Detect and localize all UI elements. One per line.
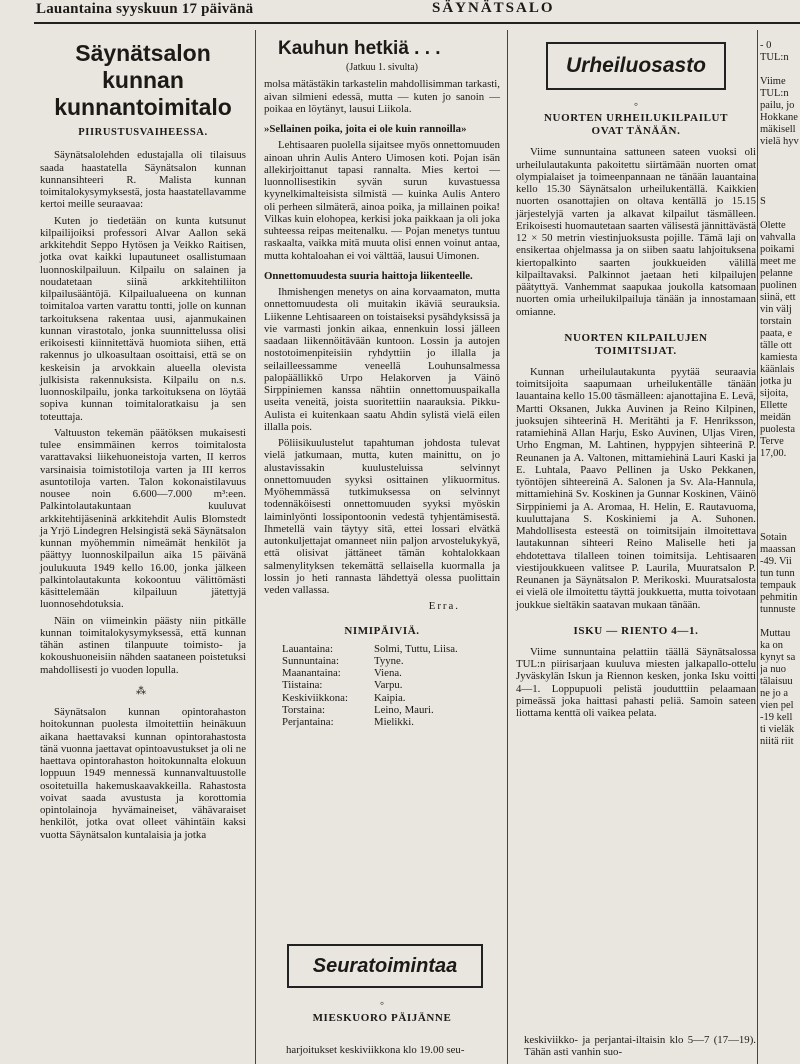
- cropped-line: jotka ju: [760, 376, 792, 387]
- continuation-note: (Jatkuu 1. sivulta): [346, 62, 418, 73]
- cropped-line: Hokkane: [760, 112, 798, 123]
- column-divider: [507, 30, 508, 1064]
- cropped-line: tunnuste: [760, 604, 796, 615]
- cropped-line: niitä riit: [760, 736, 794, 747]
- ornament: ◦: [379, 996, 385, 1010]
- cropped-line: siinä, ett: [760, 292, 796, 303]
- cropped-line: kamiesta: [760, 352, 798, 363]
- cropped-line: TUL:n: [760, 88, 789, 99]
- section-box-seuratoimintaa: Seuratoimintaa: [287, 944, 483, 988]
- bottom-fragment: keskiviikko- ja perjantai-iltaisin klo 5—7 (17—19). Tähän asti vanhin suo-: [524, 1034, 756, 1059]
- article-paragraph: Kunnan urheilulautakunta pyytää seuraavia toimitsijoita saapumaan urheilukentälle tänään lauantaina kello 15.00 täsmälleen: ajanottajina E. Levä, Martti Oksanen, Jukka Auvinen ja Reino Kilpinen, juoksujen sihteerinä H. Meritähti ja F. Henriksson, ratamiehinä Allan Harju, Esko Auvinen, Uljas Viren, Urho Engman, M. Lahtinen, hyppyjen sihteerinä P. Reunanen ja A. Valtonen, mittamiehinä Lauri Kaski ja E. Luhtala, Paavo Pellinen ja Usko Pekkanen, työntöjen sihteereinä A. Salonen ja Sv. Ala-Hannula, mittamiehinä Sv. Koskinen ja Gunnar Koskinen, Väinö Sirppiniemi ja A. Aromaa, H. Helin, E. Rautavuoma, kuuluttajana S. Koskiniemi ja A. Suhonen. Mahdollisesta esteestä on toimitsijain ilmoitettava lautakunnan sihteeri Reino Maliselle heti ja ehdotettava tilalleen toinen toimitsija. Lehtisaaren viestijoukkueen valitsee P. Laurila, Muuratsalon P. Reunanen ja Säynätsalon P. Merikoski. Muuratsalosta ei vielä ole ilmoitettu täyttä joukkuetta, mutta toivotaan joukkue sieltäkin saatavan mukaan tänään.: [516, 365, 756, 611]
- cropped-line: puolinen: [760, 280, 797, 291]
- cropped-line: Muttau: [760, 628, 791, 639]
- cropped-line: 17,00.: [760, 448, 787, 459]
- article-paragraph: Pöliisikuulustelut tapahtuman johdosta tulevat vielä jatkumaan, mutta, kuten mainittu, on jo alustavissakin kuulusteluissa selvinnyt onnettomuuden syyksi osittainen ylikuormitus. Myöhemmässä tutkimuksessa on selvinnyt todennäköisesti onnettomuuden syyksi myöskin laiminlyönti lossipontoonin vedestä tyhjentämisestä. Ihmetellä vain täytyy sitä, ettei lossari elvätkä autonkuljettajat omanneet niin paljon arvostelukykyä, että olisivat jättäneet tämän kohtalokkaan salmenylityksen tekemättä sellaisella kuormalla ja lossin jo heti rannasta lähdettyä olessa puolittain veden vallassa.: [264, 437, 500, 596]
- cropped-line: vielä hyv: [760, 136, 799, 147]
- column-divider: [757, 30, 758, 1064]
- article-paragraph: Viime sunnuntaina pelattiin täällä Säynätsalossa TUL:n piirisarjaan kuuluva miesten jalkapallo-ottelu Jyväskylän Iskun ja Riennon kesken, jonka Isku voitti 4—1. Loppupuoli pelistä joudutttiin pelaamaan pimeässä joka haittasi pahasti peliä. Samoin sateen liottama kenttä oli vaikea pelata.: [516, 645, 756, 719]
- article-paragraph: Valtuuston tekemän päätöksen mukaisesti tulee ensimmäinen kerros toimitalosta varattavaksi liikehuoneistoja varten, II kerros varsinaisia toimistotiloja varten ja III kerros asuntotiloja varten. Talon kokonaistilavuus nousee noin 6.600—7.000 m³:een. Palkintolautakuntaan kuuluvat arkkitehtijäseninä arkkitehdit Aulis Blomstedt ja Yrjö Lindegren Helsingistä sekä Säynätsalon kunnan myöhemmin nimeämät henkilöt ja päättyy luonnoskilpailun aika 15 päivänä joulukuuta 1949 kello 16.00, jonka jälkeen palkintolautakunta kokoontuu välittömästi käsittelemään kilpailuun jätettyjä luonnosehdotuksia.: [40, 426, 246, 611]
- cropped-line: ja nuo: [760, 664, 786, 675]
- cropped-line: [760, 520, 800, 532]
- cropped-line: Ellette: [760, 400, 788, 411]
- article-paragraph: Kuten jo tiedetään on kunta kutsunut kilpailijoiksi professori Alvar Aallon sekä arkkitehdit Seppo Hytösen ja Veikko Raitisen, jotka ovat kaikki lupautuneet osallistumaan luonnoskilpailuun. Kilpailu on salainen ja noudatetaan siinä arkkitehtiliiton kilpailusääntöjä. Kilpailualueena on kunnan toimitaloa varten varattu tontti, jolle on kunnan tarkoituksena rakentaa uusi, ajanmukainen kunnan virastotalo, jonka suunnittelussa olisi erikoisesti kiinnitettävä huomiota siihen, että rakennus jo ulkoasultaan osoittaisi, että se on keskeisin ja arvokkain alueella olevista julkisista rakennuksista. Kilpailu on n.s. luonnoskilpailu, jonka tarkoituksena on löytää sopiva kunnan toimitaloratkaisu ja sen toteuttaja.: [40, 214, 246, 423]
- cropped-line: meidän: [760, 412, 791, 423]
- subheading: Onnettomuudesta suuria haittoja liikenteelle.: [264, 269, 473, 282]
- spacer: [264, 613, 500, 625]
- cropped-line: tempauk: [760, 580, 797, 591]
- column-cropped-right: [760, 40, 800, 748]
- sports-heading: NUORTEN KILPAILUJEN TOIMITSIJAT.: [564, 331, 708, 357]
- header-paper-name: SÄYNÄTSALO: [432, 0, 555, 16]
- cropped-line: [760, 484, 800, 496]
- cropped-line: mäkisell: [760, 124, 796, 135]
- article-paragraph: Lehtisaaren puolella sijaitsee myös onnettomuuden ainoan uhrin Aulis Antero Uimosen koti. Pojan isän allekirjoittanut tapasi rannalta. Mies kertoi — luonnollisestikin syvän surun kuvastuessa kyynelkimalteisista silmistä — kuinka Aulis Antero oli perheen silmäterä, ainoa poika, ja millainen poika! Vilkas kuin elohopea, kerkisi joka paikkaan ja oli joka suhteessa reipas meitenalku. — Pojan menetys tuntuu raskaalta, vaikka mitä muuta olisi ennen voinut antaa, mutta kohtaloahan ei voi välttää, lausui Uimonen.: [264, 139, 500, 262]
- cropped-line: pailu, jo: [760, 100, 795, 111]
- cropped-line: ka on: [760, 640, 784, 651]
- cropped-line: sijoita,: [760, 388, 789, 399]
- cropped-line: ti vieläk: [760, 724, 795, 735]
- article-subtitle: PIIRUSTUSVAIHEESSA.: [78, 127, 208, 138]
- cropped-line: [760, 184, 800, 196]
- mieskuoro-heading: MIESKUORO PÄIJÄNNE: [312, 1012, 452, 1024]
- nameday-row: Keskiviikkona: Kaipia.: [282, 691, 406, 704]
- ornament: ◦: [633, 97, 639, 111]
- cropped-line: vin välj: [760, 304, 792, 315]
- cropped-line: [760, 460, 800, 472]
- nameday-row: Maanantaina: Viena.: [282, 667, 402, 679]
- mieskuoro-text: harjoitukset keskiviikkona klo 19.00 seu-: [286, 1044, 465, 1056]
- cropped-line: TUL:n: [760, 52, 789, 63]
- cropped-line: tälaisuu: [760, 676, 793, 687]
- cropped-line: kynyt sa: [760, 652, 796, 663]
- column-town-hall: [40, 40, 246, 841]
- cropped-line: pelanne: [760, 268, 793, 279]
- cropped-line: käänlais: [760, 364, 795, 375]
- cropped-line: [760, 616, 800, 628]
- article-paragraph: molsa mätästäkin tarkastelin mahdollisimman tarkasti, aivan silmieni edessä, mutta — kuten jo sanoin — poikaa en löytänyt, lausui Liikola.: [264, 78, 500, 115]
- section-box-urheiluosasto: Urheiluosasto: [546, 42, 726, 90]
- cropped-line: tälle ott: [760, 340, 792, 351]
- cropped-line: - 0: [760, 40, 772, 51]
- subheading: »Sellainen poika, joita ei ole kuin rannoilla»: [264, 123, 467, 135]
- cropped-line: Sotain: [760, 532, 787, 543]
- header-rule: [34, 22, 800, 24]
- cropped-line: maassan: [760, 544, 796, 555]
- cropped-line: Olette: [760, 220, 786, 231]
- nameday-row: Tiistaina: Varpu.: [282, 679, 403, 692]
- cropped-line: [760, 172, 800, 184]
- sports-heading: NUORTEN URHEILUKILPAILUT OVAT TÄNÄÄN.: [543, 112, 729, 138]
- page-header: [0, 0, 800, 22]
- nameday-row: Perjantaina: Mielikki.: [282, 716, 414, 728]
- cropped-line: -19 kell: [760, 712, 793, 723]
- nameday-row: Lauantaina: Solmi, Tuttu, Liisa.: [282, 642, 458, 655]
- cropped-line: torstain: [760, 316, 792, 327]
- cropped-line: pehmitin: [760, 592, 798, 603]
- signature: Erra.: [428, 600, 460, 613]
- cropped-line: Viime: [760, 76, 786, 87]
- article-paragraph: Näin on viimeinkin päästy niin pitkälle kunnan toimitalokysymyksessä, että kunnan tähän astinen tilanpuute toimisto- ja kokoushuoneisiin nähden saataneen poistetuksi mahdollisesti jo vuoden lopulla.: [40, 614, 246, 676]
- cropped-line: tun tunn: [760, 568, 795, 579]
- cropped-line: vahvalla: [760, 232, 796, 243]
- cropped-line: puolesta: [760, 424, 795, 435]
- nameday-row: Sunnuntaina: Tyyne.: [282, 654, 404, 667]
- cropped-line: [760, 208, 800, 220]
- article-title: Kauhun hetkiä . . .: [278, 38, 441, 59]
- article-paragraph: Viime sunnuntaina sattuneen sateen vuoksi oli urheilulautakunta pakoitettu siirtämään nuorten omat olympialaiset ja toimeenpannaan ne tänään lauantaina kello 15.30 Säynätsalon urheilukentällä. Kaikkien nuorten osanottajien on oltava kentällä jo 15.15 järjestelyjä varten ja alkavat kilpailut täsmälleen. Erikoisesti huomautetaan saarten välisestä jännittävästä 12 × 50 metrin viestinjuoksusta pojille. Tämä laji on ensikertaa ohjelmassa ja on siiben saatu lahjoituksena kiertopalkinto saarten joukkueiden välillä kilpailtavaksi. Palkinnot jaetaan heti kilpailujen päätyttyä. Vanhemmat saapukaa joukolla katsomaan nuorten omia urheilukilpailuja tänään ja innostamaan omianne.: [516, 146, 756, 318]
- column-divider: [255, 30, 256, 1064]
- article-title: Säynätsalon kunnan kunnantoimitalo: [54, 40, 232, 120]
- cropped-line: [760, 148, 800, 160]
- cropped-line: [760, 496, 800, 508]
- cropped-line: S: [760, 196, 766, 207]
- article-paragraph: Säynätsalon kunnan opintorahaston hoitokunnan puolesta ilmoitettiin heinäkuun aikana haettavaksi kunnan opintorahastosta tänä vuonna jaettavat opintoavustukset ja oli ne haettava opintorahaston hoitokunnalta elokuun loppuun 1949 mennessä kunnanvaltuustolle osoitetuilla hakemuskaavakkeilla. Rahastosta voivat saada avustusta ja korottomia opintolainoja hyvämaineiset, vähävaraiset henkilöt, jotka ovat olleet vähintäin kaksi vuotta Säynätsalon kuntalaisia ja jotka: [40, 706, 246, 841]
- article-paragraph: Säynätsalolehden edustajalla oli tilaisuus saada haastatella Säynätsalon kunnan kunnansihteeri R. Malista kunnan toimitalokysymyksestä, josta haastatellavamme kertoi meille seuraavaa:: [40, 149, 246, 211]
- cropped-line: vien pel: [760, 700, 794, 711]
- column-ferry-accident: [264, 38, 500, 728]
- cropped-line: meet me: [760, 256, 796, 267]
- column-sports: [516, 98, 756, 719]
- namedays-list: [264, 643, 500, 729]
- cropped-line: [760, 508, 800, 520]
- section-separator: ⁂: [136, 685, 150, 697]
- cropped-line: paata, e: [760, 328, 793, 339]
- cropped-line: ne jo a: [760, 688, 788, 699]
- namedays-title: NIMIPÄIVIÄ.: [344, 624, 420, 637]
- header-date: Lauantaina syyskuun 17 päivänä: [36, 1, 254, 17]
- cropped-line: Terve: [760, 436, 784, 447]
- nameday-row: Torstaina: Leino, Mauri.: [282, 703, 434, 716]
- article-paragraph: Ihmishengen menetys on aina korvaamaton, mutta onnettomuudesta oli muitakin ikäviä seurauksia. Liikenne Lehtisaareen on toistaiseksi pysähdyksissä ja vie varmasti jonkin aikaa, ennenkuin lossi jälleen saadaan liikennöitävään kuntoon. Lossin ja autojen nostotoimenpiteisiin ryhdyttiin jo illalla ja seilailleessamme veneellä Louhunsalmessa palopäällikkö Urpo Helakorven ja Väinö Sirppiniemen kanssa nähtiin onnettomuuspaikalla useita veneitä, joista suoritettiin naarauksia. Pikku-Aulista ei kuitenkaan saatu Ahdin sylistä vielä eilen illalla pois.: [264, 286, 500, 433]
- cropped-line: poikami: [760, 244, 795, 255]
- cropped-line: [760, 64, 800, 76]
- sports-heading: ISKU — RIENTO 4—1.: [573, 624, 699, 637]
- cropped-line: [760, 160, 800, 172]
- cropped-line: -49. Vii: [760, 556, 792, 567]
- cropped-line: [760, 472, 800, 484]
